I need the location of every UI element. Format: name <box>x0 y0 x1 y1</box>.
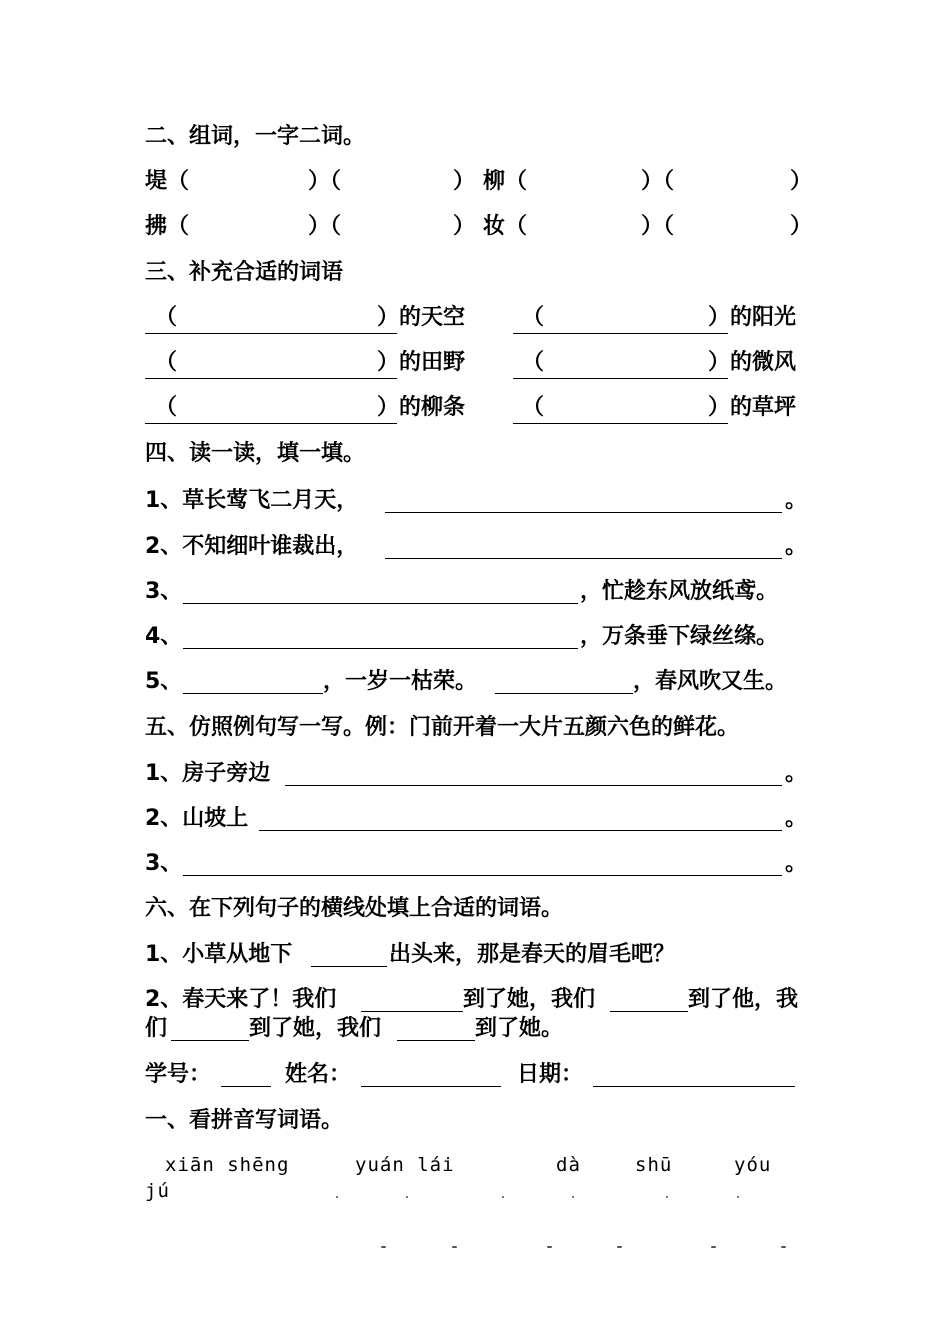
pinyin-word: shū <box>635 1154 673 1176</box>
grid-dot <box>502 1196 504 1198</box>
answer-blank[interactable] <box>397 1040 475 1041</box>
answer-blank[interactable] <box>171 1040 249 1041</box>
poem-text: ，一岁一枯荣。 <box>323 669 478 694</box>
fill-item: ）的微风 <box>708 350 797 375</box>
grid-dot <box>781 1246 786 1248</box>
bracket-open: （ <box>155 350 178 375</box>
pinyin-word: dà <box>556 1154 581 1176</box>
period: 。 <box>785 806 808 831</box>
grid-dot <box>711 1246 716 1248</box>
fill-underline <box>145 333 397 334</box>
student-id-field[interactable] <box>221 1086 271 1087</box>
sentence-text: 出头来，那是春天的眉毛吧？ <box>389 942 676 967</box>
section-title: 一、看拼音写词语。 <box>145 1108 344 1133</box>
bracket-mid: ）（ <box>641 169 675 194</box>
bracket-open: （ <box>522 350 545 375</box>
section-title: 五、仿照例句写一写。例：门前开着一大片五颜六色的鲜花。 <box>145 715 740 740</box>
sentence-prompt: 2、山坡上 <box>145 806 249 831</box>
char-zhuang: 妆（ <box>483 214 528 239</box>
bracket-open: （ <box>155 395 178 420</box>
item-number: 3、 <box>145 851 183 876</box>
answer-blank[interactable] <box>361 1011 463 1012</box>
item-number: 3、 <box>145 579 183 604</box>
grid-dot <box>666 1196 668 1198</box>
section-title: 六、在下列句子的横线处填上合适的词语。 <box>145 896 564 921</box>
answer-blank[interactable] <box>183 603 578 604</box>
bracket-end: ） <box>453 169 476 194</box>
answer-blank[interactable] <box>183 875 782 876</box>
grid-dot <box>547 1246 552 1248</box>
pinyin-word: yóu <box>734 1154 772 1176</box>
pinyin-row <box>145 1148 810 1208</box>
grid-dot <box>452 1246 457 1248</box>
student-id-label: 学号： <box>145 1062 212 1087</box>
sentence-text: 2、春天来了！我们 <box>145 987 337 1012</box>
sentence-text: 们 <box>145 1016 168 1041</box>
sentence-prompt: 1、房子旁边 <box>145 761 271 786</box>
fill-item: ）的柳条 <box>377 395 466 420</box>
period: 。 <box>785 534 808 559</box>
sentence-text: 到了她，我们 <box>249 1016 382 1041</box>
char-fu: 拂（ <box>145 214 190 239</box>
sentence-text: 到了他，我 <box>688 987 799 1012</box>
answer-blank[interactable] <box>385 512 782 513</box>
grid-dot <box>737 1196 739 1198</box>
fill-underline <box>145 378 397 379</box>
answer-blank[interactable] <box>495 693 633 694</box>
item-number: 5、 <box>145 669 183 694</box>
grid-dot <box>617 1246 622 1248</box>
answer-blank[interactable] <box>610 1011 688 1012</box>
date-label: 日期： <box>517 1062 584 1087</box>
answer-blank[interactable] <box>385 558 782 559</box>
pinyin-word: jú <box>145 1180 170 1202</box>
grid-dot <box>572 1196 574 1198</box>
pinyin-word: yuán lái <box>355 1154 455 1176</box>
sentence-text: 到了她。 <box>475 1016 564 1041</box>
fill-underline <box>513 378 728 379</box>
bracket-mid: ）（ <box>308 169 342 194</box>
bracket-open: （ <box>522 305 545 330</box>
poem-text: 1、草长莺飞二月天， <box>145 488 359 513</box>
bracket-mid: ）（ <box>641 214 675 239</box>
section-title: 三、补充合适的词语 <box>145 260 344 285</box>
grid-dot <box>336 1196 338 1198</box>
char-di: 堤（ <box>145 169 190 194</box>
poem-text: 2、不知细叶谁裁出， <box>145 534 359 559</box>
answer-blank[interactable] <box>183 648 578 649</box>
sentence-text: 1、小草从地下 <box>145 942 293 967</box>
bracket-open: （ <box>155 305 178 330</box>
section-title: 四、读一读，填一填。 <box>145 441 366 466</box>
fill-item: ）的阳光 <box>708 305 797 330</box>
answer-blank[interactable] <box>259 830 782 831</box>
grid-dot <box>381 1246 386 1248</box>
fill-underline <box>513 423 728 424</box>
period: 。 <box>785 488 808 513</box>
char-liu: 柳（ <box>483 169 528 194</box>
fill-underline <box>145 423 397 424</box>
bracket-end: ） <box>790 214 813 239</box>
bracket-mid: ）（ <box>308 214 342 239</box>
fill-item: ）的草坪 <box>708 395 797 420</box>
date-field[interactable] <box>593 1086 795 1087</box>
fill-underline <box>513 333 728 334</box>
poem-text: ，万条垂下绿丝绦。 <box>580 624 779 649</box>
item-number: 4、 <box>145 624 183 649</box>
bracket-end: ） <box>790 169 813 194</box>
fill-item: ）的田野 <box>377 350 466 375</box>
period: 。 <box>785 761 808 786</box>
bracket-open: （ <box>522 395 545 420</box>
answer-blank[interactable] <box>285 785 782 786</box>
sentence-text: 到了她，我们 <box>463 987 596 1012</box>
pinyin-word: xiān shēng <box>165 1154 290 1176</box>
name-field[interactable] <box>361 1086 501 1087</box>
poem-text: ，忙趁东风放纸鸢。 <box>580 579 779 604</box>
bracket-end: ） <box>453 214 476 239</box>
name-label: 姓名： <box>285 1062 352 1087</box>
grid-dot <box>406 1196 408 1198</box>
poem-text: ，春风吹又生。 <box>633 669 788 694</box>
period: 。 <box>785 851 808 876</box>
answer-blank[interactable] <box>311 966 387 967</box>
section-title: 二、组词，一字二词。 <box>145 124 366 149</box>
answer-blank[interactable] <box>183 693 323 694</box>
fill-item: ）的天空 <box>377 305 466 330</box>
